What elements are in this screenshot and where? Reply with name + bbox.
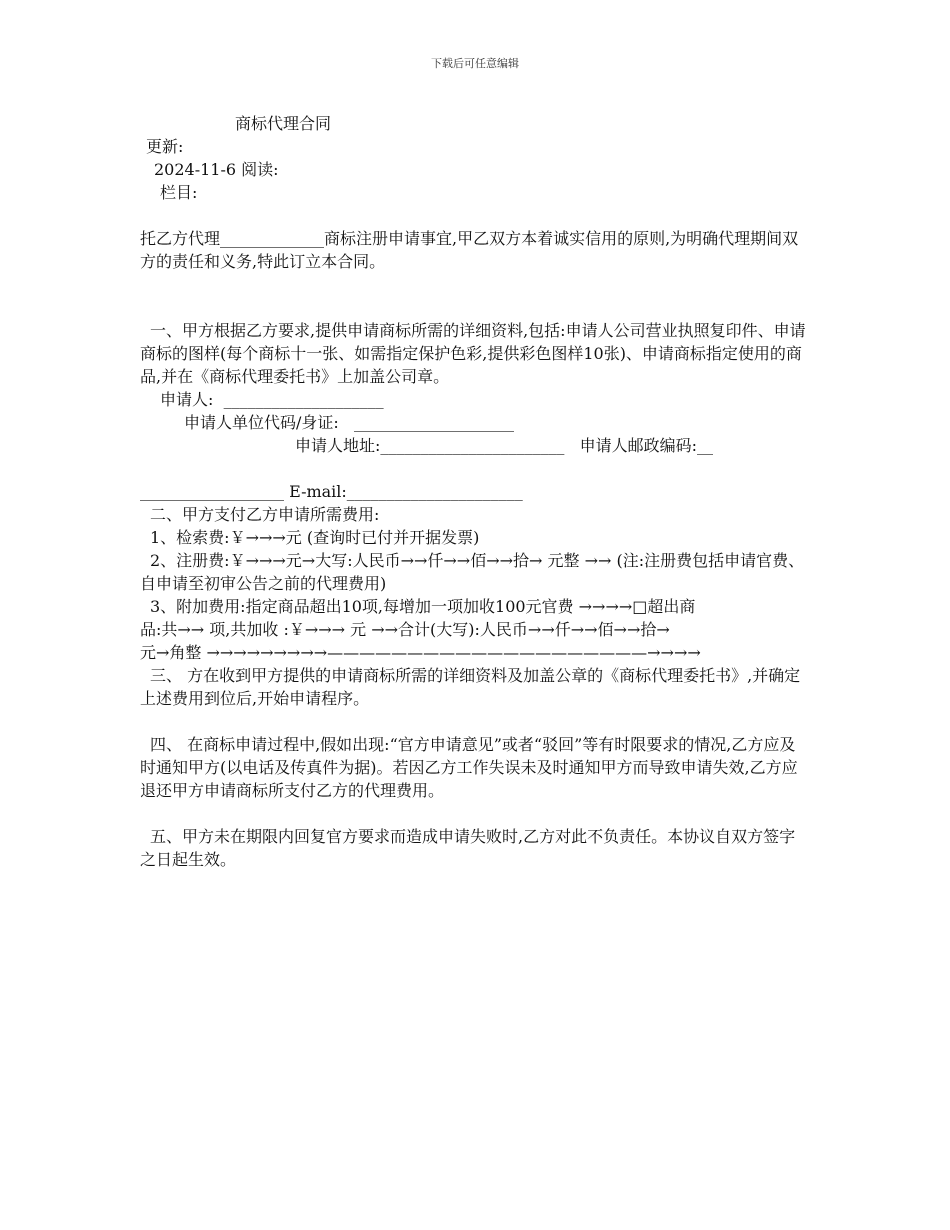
signature-row-1	[140, 871, 808, 894]
signature-row-4	[140, 940, 808, 963]
clause-5: 五、甲方未在期限内回复官方要求而造成申请失败时,乙方对此不负责任。本协议自双方签字之日起生效。	[140, 827, 796, 869]
intro-line	[140, 204, 808, 227]
applicant-address-field: 申请人地址:_______________________ 申请人邮政编码:__	[295, 436, 714, 455]
meta-column: 栏目:	[160, 183, 198, 202]
signature-row-5	[140, 963, 808, 986]
contact-line	[140, 457, 808, 480]
fee-additional-2: 品:共→→ 项,共加收 :￥→→→ 元 →→合计(大写):人民币→→仟→→佰→→拾→	[140, 620, 670, 639]
contract-body	[140, 112, 808, 1032]
document-title: 商标代理合同	[235, 114, 332, 133]
signature-row-6	[140, 986, 808, 1009]
signature-row-7	[140, 1009, 808, 1032]
applicant-code-field: 申请人单位代码/身证: ____________________	[184, 413, 515, 432]
fee-search: 1、检索费:￥→→→元 (查询时已付并开据发票)	[150, 528, 480, 547]
clause-4: 四、 在商标申请过程中,假如出现:“官方申请意见”或者“驳回”等有时限要求的情况,乙方应及时通知甲方(以电话及传真件为据)。若因乙方工作失误未及时通知甲方而导致申请失效,乙方应退还甲方申请商标所支付乙方的代理费用。	[140, 735, 798, 800]
signature-row-3	[140, 917, 808, 940]
clause-2-title: 二、甲方支付乙方申请所需费用:	[150, 505, 380, 524]
meta-update: 更新:	[146, 137, 184, 156]
clause-3: 三、 方在收到甲方提供的申请商标所需的详细资料及加盖公章的《商标代理委托书》,并确定上述费用到位后,开始申请程序。	[140, 666, 801, 708]
signature-row-2	[140, 894, 808, 917]
email-field: __________________ E-mail:______________________	[140, 482, 523, 501]
header-note: 下载后可任意编辑	[431, 57, 519, 70]
fee-additional-3: 元→角整 →→→→→→→→→————————————————————→→→→	[140, 643, 701, 662]
fee-additional-1: 3、附加费用:指定商品超出10项,每增加一项加收100元官费 →→→→□超出商	[150, 597, 696, 616]
intro-paragraph: 托乙方代理_____________商标注册申请事宜,甲乙双方本着诚实信用的原则,为明确代理期间双方的责任和义务,特此订立本合同。	[140, 229, 799, 271]
clause-1: 一、甲方根据乙方要求,提供申请商标所需的详细资料,包括:申请人公司营业执照复印件、申请商标的图样(每个商标十一张、如需指定保护色彩,提供彩色图样10张)、申请商标指定使用的商品,并在《商标代理委托书》上加盖公司章。	[140, 321, 806, 386]
applicant-field: 申请人: ____________________	[160, 390, 384, 409]
meta-date: 2024-11-6 阅读:	[154, 160, 279, 179]
fee-registration: 2、注册费:￥→→→元→大写:人民币→→仟→→佰→→拾→ 元整 →→ (注:注册费包括申请官费、自申请至初审公告之前的代理费用)	[140, 551, 805, 593]
